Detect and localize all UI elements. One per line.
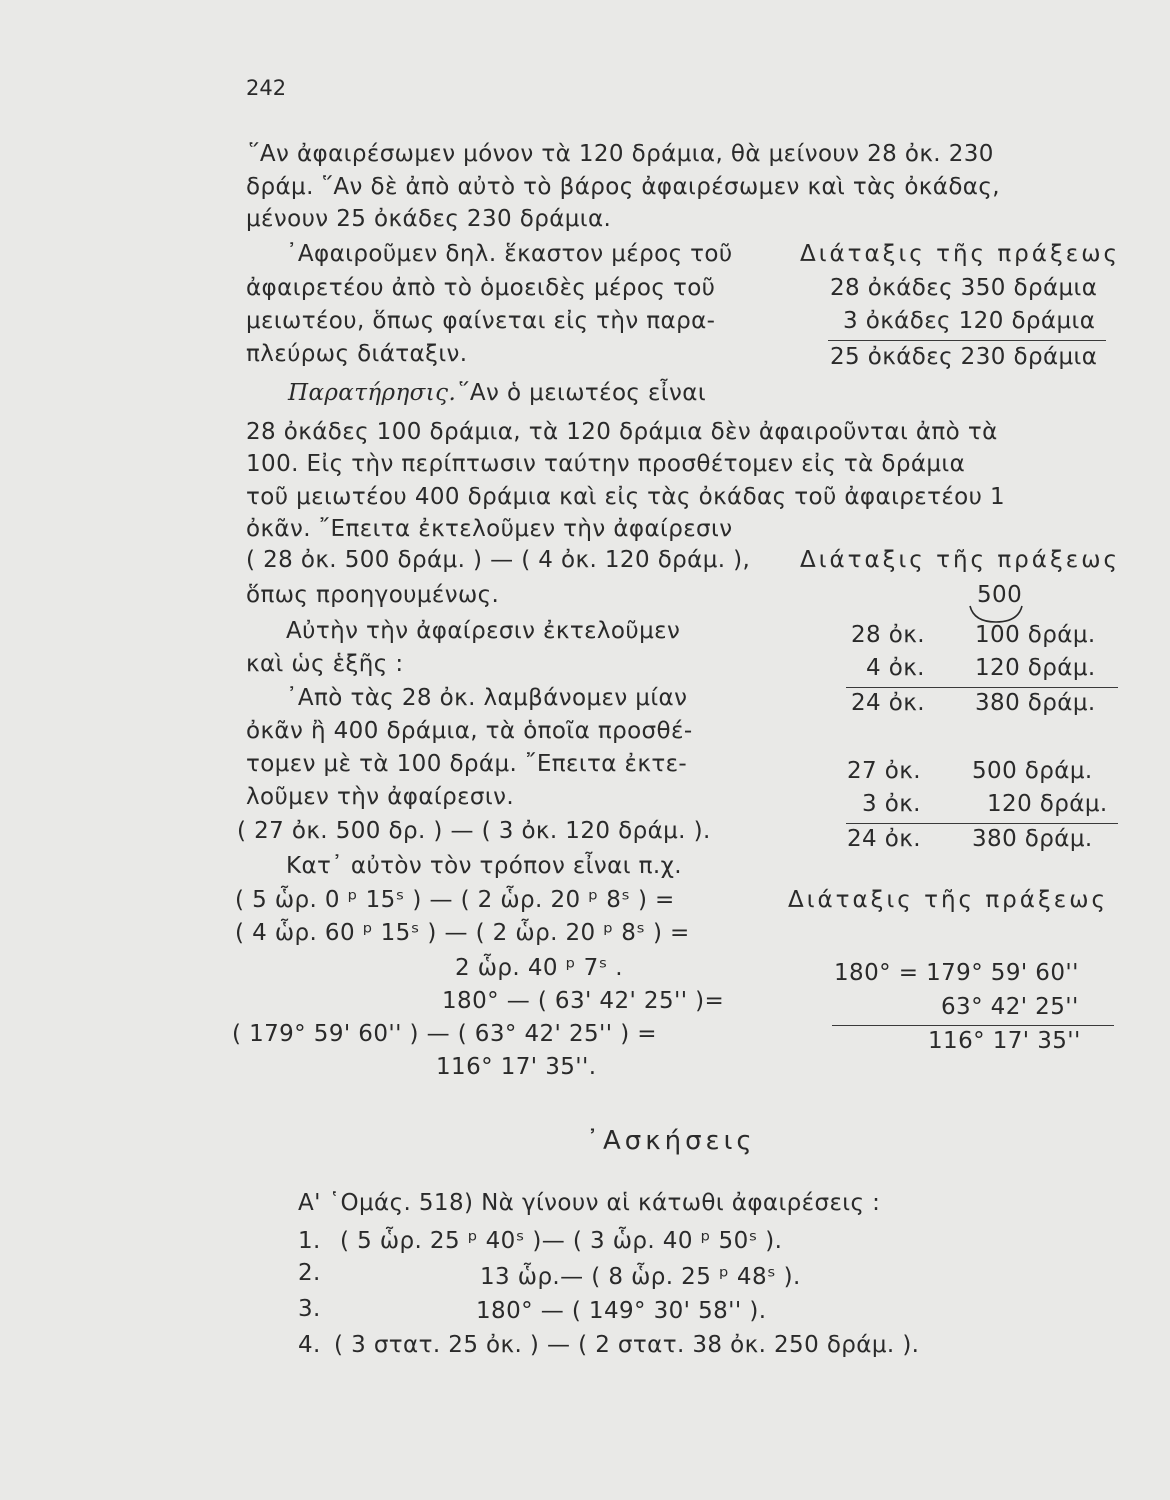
layout-1-row-1: 28 ὀκάδες 350 δράμια: [830, 275, 1098, 301]
remark-line-10: ᾿Απὸ τὰς 28 ὀκ. λαμβάνομεν μίαν: [286, 685, 688, 711]
remark-title: Παρατήρησις.: [288, 380, 457, 406]
layout-4-row-2: 63° 42' 25'': [941, 994, 1079, 1020]
exercise-4-text: ( 3 στατ. 25 ὀκ. ) — ( 2 στατ. 38 ὀκ. 250 δράμ. ).: [334, 1332, 920, 1358]
layout-2-carry: 500: [977, 582, 1023, 608]
remark-line-3: 100. Εἰς τὴν περίπτωσιν ταύτην προσθέτομεν εἰς τὰ δράμια: [246, 451, 966, 477]
example-line-3: 2 ὧρ. 40 ᵖ 7ˢ .: [455, 955, 623, 981]
layout-2-row-3-dramia: 380 δράμ.: [975, 690, 1096, 716]
exercise-2-text: 13 ὧρ.— ( 8 ὧρ. 25 ᵖ 48ˢ ).: [480, 1264, 801, 1290]
exercise-1-text: ( 5 ὧρ. 25 ᵖ 40ˢ )— ( 3 ὧρ. 40 ᵖ 50ˢ ).: [340, 1228, 783, 1254]
layout-3-row-3-okades: 24 ὀκ.: [847, 826, 921, 852]
layout-2-row-1-dramia: 100 δράμ.: [975, 622, 1096, 648]
example-line-2: ( 4 ὧρ. 60 ᵖ 15ˢ ) — ( 2 ὧρ. 20 ᵖ 8ˢ ) =: [235, 920, 690, 946]
paragraph-2-line-2: ἀφαιρετέου ἀπὸ τὸ ὁμοειδὲς μέρος τοῦ: [246, 275, 716, 301]
layout-1-row-3: 25 ὀκάδες 230 δράμια: [830, 344, 1098, 370]
remark-line-15: Κατ᾿ αὐτὸν τὸν τρόπον εἶναι π.χ.: [286, 853, 682, 879]
remark-line-7: ὅπως προηγουμένως.: [246, 582, 500, 608]
example-line-1: ( 5 ὧρ. 0 ᵖ 15ˢ ) — ( 2 ὧρ. 20 ᵖ 8ˢ ) =: [235, 887, 675, 913]
paragraph-2-line-3: μειωτέου, ὅπως φαίνεται εἰς τὴν παρα-: [246, 308, 716, 334]
layout-3-row-2-dramia: 120 δράμ.: [987, 791, 1108, 817]
remark-line-4: τοῦ μειωτέου 400 δράμια καὶ εἰς τὰς ὀκάδας τοῦ ἀφαιρετέου 1: [246, 484, 1006, 510]
paragraph-1-line-3: μένουν 25 ὀκάδες 230 δράμια.: [246, 206, 612, 232]
remark-line-9: καὶ ὡς ἑξῆς :: [246, 651, 404, 677]
layout-4-rule: [832, 1025, 1114, 1026]
layout-4-label: Διάταξις τῆς πράξεως: [788, 887, 1108, 913]
exercise-3-text: 180° — ( 149° 30' 58'' ).: [476, 1298, 767, 1324]
layout-2-row-2-okades: 4 ὀκ.: [866, 655, 925, 681]
exercises-group-title: Α' ῾Ομάς. 518) Νὰ γίνουν αἱ κάτωθι ἀφαιρέσεις :: [298, 1190, 881, 1216]
layout-3-rule: [846, 823, 1118, 824]
exercise-4-number: 4.: [298, 1332, 321, 1358]
layout-1-label: Διάταξις τῆς πράξεως: [800, 241, 1120, 267]
remark-line-5: ὀκᾶν. ῎Επειτα ἐκτελοῦμεν τὴν ἀφαίρεσιν: [246, 516, 733, 542]
remark-line-8: Αὐτὴν τὴν ἀφαίρεσιν ἐκτελοῦμεν: [286, 618, 681, 644]
exercise-2-number: 2.: [298, 1260, 321, 1286]
page-number: 242: [246, 76, 287, 100]
paragraph-1-line-2: δράμ. ῞Αν δὲ ἀπὸ αὐτὸ τὸ βάρος ἀφαιρέσωμεν καὶ τὰς ὀκάδας,: [246, 174, 1000, 200]
remark-line-11: ὀκᾶν ἢ 400 δράμια, τὰ ὁποῖα προσθέ-: [246, 718, 693, 744]
example-line-5: ( 179° 59' 60'' ) — ( 63° 42' 25'' ) =: [232, 1021, 657, 1047]
layout-2-row-2-dramia: 120 δράμ.: [975, 655, 1096, 681]
layout-3-row-3-dramia: 380 δράμ.: [972, 826, 1093, 852]
layout-3-row-1-dramia: 500 δράμ.: [972, 758, 1093, 784]
paragraph-2-line-4: πλεύρως διάταξιν.: [246, 341, 468, 367]
example-line-4: 180° — ( 63' 42' 25'' )=: [442, 988, 725, 1014]
exercise-3-number: 3.: [298, 1296, 321, 1322]
layout-2-label: Διάταξις τῆς πράξεως: [800, 547, 1120, 573]
remark-line-2: 28 ὀκάδες 100 δράμια, τὰ 120 δράμια δὲν ἀφαιροῦνται ἀπὸ τὰ: [246, 419, 998, 445]
remark-line-12: τομεν μὲ τὰ 100 δράμ. ῎Επειτα ἐκτε-: [246, 751, 688, 777]
layout-2-row-3-okades: 24 ὀκ.: [851, 690, 925, 716]
layout-3-row-2-okades: 3 ὀκ.: [862, 791, 921, 817]
layout-3-row-1-okades: 27 ὀκ.: [847, 758, 921, 784]
layout-4-row-1: 180° = 179° 59' 60'': [834, 960, 1079, 986]
layout-2-rule: [846, 687, 1118, 688]
layout-2-row-1-okades: 28 ὀκ.: [851, 622, 925, 648]
example-line-6: 116° 17' 35''.: [436, 1054, 597, 1080]
layout-1-rule: [828, 340, 1106, 341]
layout-4-row-3: 116° 17' 35'': [928, 1028, 1081, 1054]
exercises-heading: ᾿Ασκήσεις: [586, 1126, 756, 1156]
remark-line-6: ( 28 ὀκ. 500 δράμ. ) — ( 4 ὀκ. 120 δράμ. ),: [246, 547, 751, 573]
remark-line-1: ῞Αν ὁ μειωτέος εἶναι: [458, 380, 707, 406]
paragraph-2-line-1: ᾿Αφαιροῦμεν δηλ. ἕκαστον μέρος τοῦ: [286, 241, 733, 267]
remark-line-14: ( 27 ὀκ. 500 δρ. ) — ( 3 ὀκ. 120 δράμ. ).: [237, 818, 711, 844]
remark-line-13: λοῦμεν τὴν ἀφαίρεσιν.: [246, 784, 515, 810]
layout-1-row-2: 3 ὀκάδες 120 δράμια: [843, 308, 1096, 334]
paragraph-1-line-1: ῞Αν ἀφαιρέσωμεν μόνον τὰ 120 δράμια, θὰ μείνουν 28 ὀκ. 230: [248, 141, 994, 167]
exercise-1-number: 1.: [298, 1228, 321, 1254]
